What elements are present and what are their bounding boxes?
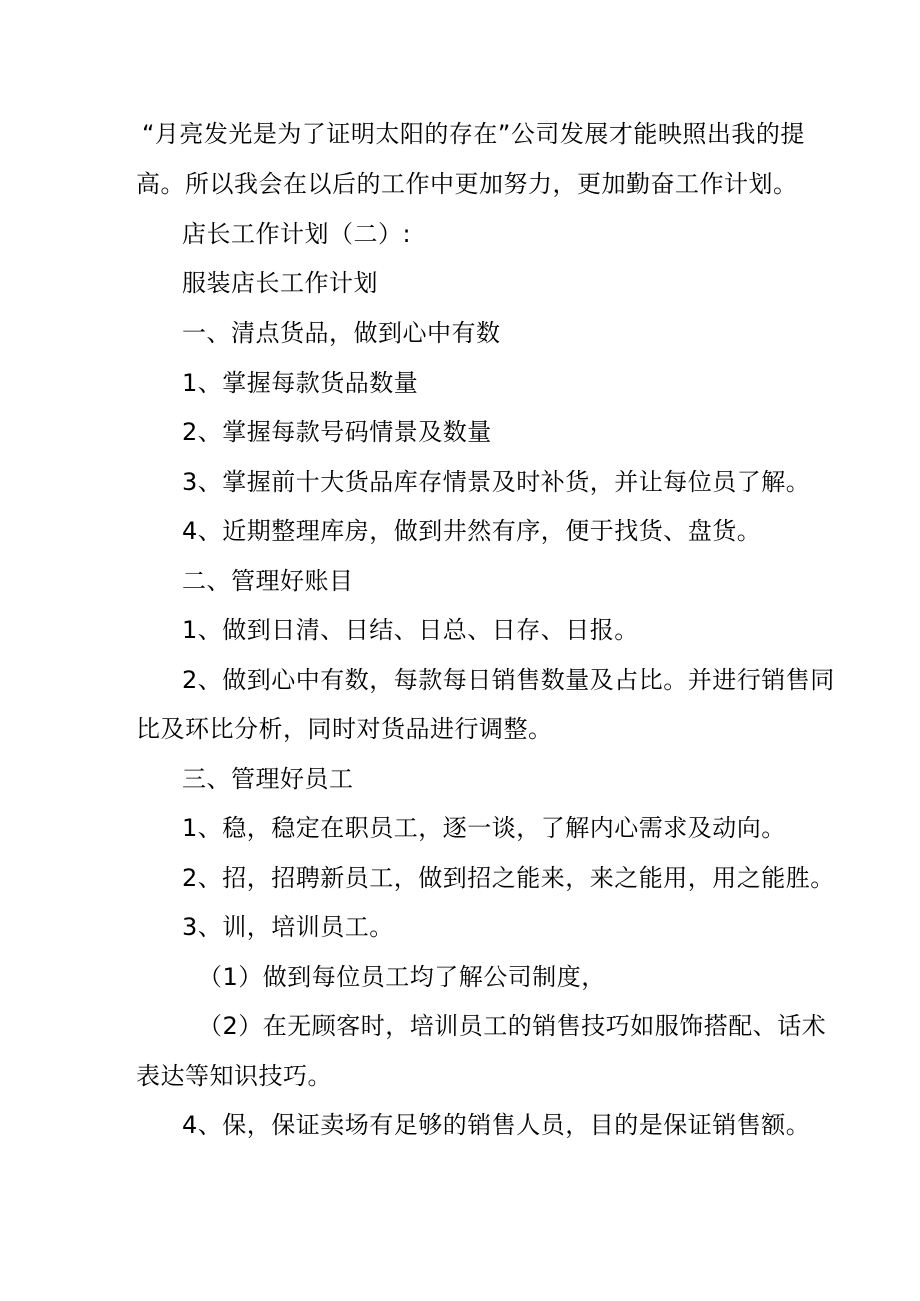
- document-title: 服装店长工作计划: [182, 269, 378, 297]
- list-item-3-3: 3、训，培训员工。: [182, 913, 394, 941]
- list-item-2-2: 2、做到心中有数，每款每日销售数量及占比。并进行销售同: [182, 666, 835, 694]
- text-line-1: “月亮发光是为了证明太阳的存在”公司发展才能映照出我的提: [142, 120, 805, 148]
- list-item-1-1: 1、掌握每款货品数量: [182, 369, 419, 397]
- list-item-3-1: 1、稳，稳定在职员工，逐一谈，了解内心需求及动向。: [182, 814, 786, 842]
- section-heading-1: 一、清点货品，做到心中有数: [182, 319, 501, 347]
- list-item-1-3: 3、掌握前十大货品库存情景及时补货，并让每位员了解。: [182, 468, 811, 496]
- sub-item-3-3-2: （2）在无顾客时，培训员工的销售技巧如服饰搭配、话术: [198, 1012, 827, 1040]
- list-item-3-4: 4、保，保证卖场有足够的销售人员，目的是保证销售额。: [182, 1111, 811, 1139]
- list-item-3-2: 2、招，招聘新员工，做到招之能来，来之能用，用之能胜。: [182, 864, 835, 892]
- section-heading-2: 二、管理好账目: [182, 567, 354, 595]
- list-item-1-4: 4、近期整理库房，做到井然有序，便于找货、盘货。: [182, 517, 762, 545]
- text-line-2: 高。所以我会在以后的工作中更加努力，更加勤奋工作计划。: [136, 170, 798, 198]
- section-heading-plan-two: 店长工作计划（二）:: [182, 220, 412, 248]
- list-item-2-2-continued: 比及环比分析，同时对货品进行调整。: [136, 715, 553, 743]
- section-heading-3: 三、管理好员工: [182, 765, 354, 793]
- sub-item-3-3-2-continued: 表达等知识技巧。: [136, 1062, 332, 1090]
- sub-item-3-3-1: （1）做到每位员工均了解公司制度，: [198, 963, 606, 991]
- list-item-1-2: 2、掌握每款号码情景及数量: [182, 418, 492, 446]
- list-item-2-1: 1、做到日清、日结、日总、日存、日报。: [182, 616, 639, 644]
